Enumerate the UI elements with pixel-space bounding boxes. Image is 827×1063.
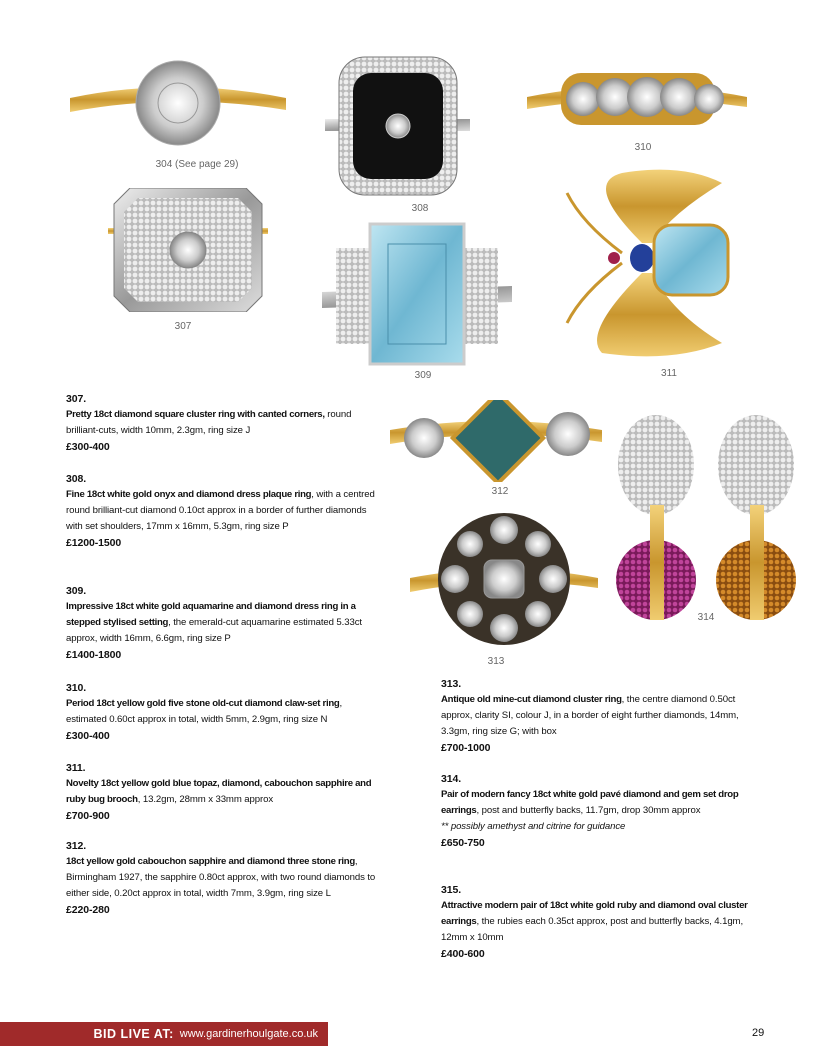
image-caption: 314 [697, 612, 715, 623]
earrings-314-image [612, 415, 802, 625]
lot-title: Pretty 18ct diamond square cluster ring with canted corners, [66, 409, 325, 420]
lot-title: Novelty 18ct yellow gold blue topaz, diamond, cabouchon sapphire and ruby bug brooch [66, 778, 372, 805]
image-caption: 309 [414, 370, 432, 381]
ring-308-image [325, 55, 470, 197]
lot-description: , with a centred round brilliant-cut diamond 0.10ct approx in a border of further diamonds with set shoulders, 17mm x 16mm, 5.3gm, ring size P [66, 489, 375, 532]
lot-title: Impressive 18ct white gold aquamarine and diamond dress ring in a stepped stylised setting [66, 601, 356, 628]
ring-312-image [390, 400, 602, 482]
lot-title: Pair of modern fancy 18ct white gold pavé diamond and gem set drop earrings [441, 789, 739, 816]
lot-estimate: £400-600 [441, 948, 485, 960]
lot-description: , Birmingham 1927, the sapphire 0.80ct approx, with two round diamonds to either side, 0.20ct approx in total, width 7mm, 3.9gm, ring size L [66, 856, 376, 899]
lot-315 [441, 882, 759, 962]
lot-title: 18ct yellow gold cabouchon sapphire and diamond three stone ring [66, 856, 355, 867]
lot-number: 310. [66, 682, 87, 694]
lot-description: , the emerald-cut aquamarine estimated 5.33ct approx, width 16mm, 6.6gm, ring size P [66, 617, 362, 644]
website-link[interactable]: www.gardinerhoulgate.co.uk [179, 1028, 318, 1040]
lot-description: , the rubies each 0.35ct approx, post and butterfly backs, 4.1gm, 12mm x 10mm [441, 916, 744, 943]
lot-307 [66, 391, 384, 455]
lot-title: Antique old mine-cut diamond cluster ring [441, 694, 622, 705]
lot-number: 313. [441, 678, 462, 690]
image-caption: 311 [661, 368, 677, 379]
ring-304-image [66, 58, 292, 148]
lot-number: 312. [66, 840, 87, 852]
lot-314 [441, 771, 759, 851]
image-caption: 313 [487, 656, 505, 667]
lot-312 [66, 838, 384, 918]
ring-307-image [108, 188, 268, 312]
lot-number: 314. [441, 773, 462, 785]
lot-estimate: £650-750 [441, 837, 485, 849]
lot-number: 309. [66, 585, 87, 597]
image-caption: 308 [411, 203, 429, 214]
lot-estimate: £1200-1500 [66, 537, 122, 549]
image-caption: 312 [491, 486, 509, 497]
lot-estimate: £300-400 [66, 730, 110, 742]
lot-number: 307. [66, 393, 87, 405]
lot-estimate: £700-900 [66, 810, 110, 822]
image-caption: 304 (See page 29) [155, 159, 239, 170]
lot-estimate: £1400-1800 [66, 649, 122, 661]
lot-description: round brilliant-cuts, width 10mm, 2.3gm, ring size J [66, 409, 352, 436]
lot-311 [66, 760, 384, 824]
image-caption: 310 [634, 142, 652, 153]
lot-description: , post and butterfly backs, 11.7gm, drop 30mm approx [476, 805, 701, 816]
lot-number: 308. [66, 473, 87, 485]
bid-live-banner [0, 1022, 328, 1046]
lot-308 [66, 471, 384, 551]
lot-number: 315. [441, 884, 462, 896]
lot-estimate: £220-280 [66, 904, 110, 916]
lot-title: Fine 18ct white gold onyx and diamond dress plaque ring [66, 489, 312, 500]
lot-estimate: £300-400 [66, 441, 110, 453]
lot-description: , the centre diamond 0.50ct approx, clarity SI, colour J, in a border of eight further diamonds, 14mm, 3.3gm, ring size G; with box [441, 694, 739, 737]
lot-310 [66, 680, 384, 744]
bid-live-label: BID LIVE AT: [93, 1027, 174, 1041]
ring-309-image [322, 222, 512, 367]
lot-description: , 13.2gm, 28mm x 33mm approx [137, 794, 274, 805]
lot-note: ** possibly amethyst and citrine for guidance [441, 821, 626, 832]
lot-number: 311. [66, 762, 86, 774]
page-number: 29 [752, 1027, 765, 1039]
ring-313-image [410, 508, 598, 650]
lot-description: , estimated 0.60ct approx in total, width 5mm, 2.9gm, ring size N [66, 698, 343, 725]
image-caption: 307 [174, 321, 192, 332]
ring-310-image [525, 65, 750, 135]
lot-title: Attractive modern pair of 18ct white gold ruby and diamond oval cluster earrings [441, 900, 748, 927]
lot-title: Period 18ct yellow gold five stone old-cut diamond claw-set ring [66, 698, 340, 709]
lot-313 [441, 676, 759, 756]
brooch-311-image [562, 163, 732, 363]
lot-309 [66, 583, 384, 663]
lot-estimate: £700-1000 [441, 742, 491, 754]
